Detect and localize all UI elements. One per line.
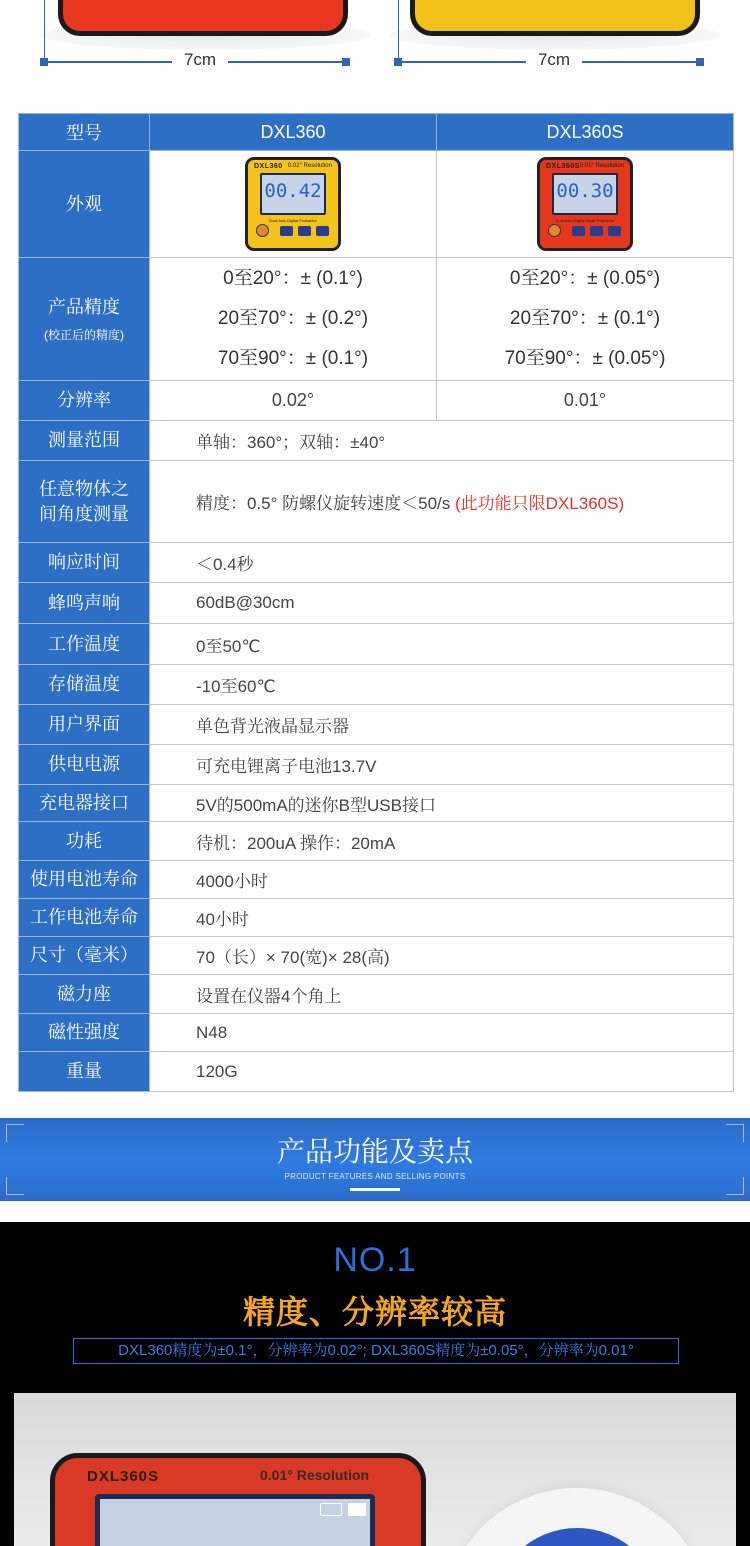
thumb-button-icon — [280, 226, 293, 236]
left-dimension-end-a — [40, 58, 48, 66]
accuracy-line: 20至70°：± (0.2°) — [217, 308, 369, 329]
row-highlight: (此功能只限DXL360S) — [455, 494, 625, 513]
row-label: 供电电源 — [19, 745, 150, 785]
accuracy-row — [19, 258, 734, 381]
row-value: N48 — [150, 1014, 734, 1052]
feature-note: DXL360精度为±0.1°，分辨率为0.02°; DXL360S精度为±0.05°，分辨率为0.01° — [73, 1338, 679, 1364]
appearance-label: 外观 — [19, 151, 150, 258]
thumb-button-icon — [608, 226, 621, 236]
thumb-brand: DXL360 — [254, 163, 283, 170]
row-label: 使用电池寿命 — [19, 861, 150, 899]
header-model-b: DXL360S — [437, 114, 734, 151]
row-value: 0至50℃ — [150, 624, 734, 665]
accuracy-sublabel: (校正后的精度) — [44, 328, 124, 343]
accuracy-line: 70至90°：± (0.05°) — [504, 348, 666, 369]
row-label: 尺寸（毫米） — [19, 937, 150, 975]
red-device-bottom — [58, 0, 348, 36]
thumb-caption: Dual Axis Digital Protractor — [269, 218, 317, 223]
accuracy-model-a — [150, 258, 437, 381]
appearance-model-a — [150, 151, 437, 258]
device-resolution-text: 0.01° Resolution — [260, 1467, 370, 1483]
row-value-cell — [150, 461, 734, 543]
table-header-row — [19, 114, 734, 151]
accuracy-model-b — [437, 258, 734, 381]
right-dimension-end-a — [394, 58, 402, 66]
accuracy-line: 70至90°：± (0.1°) — [217, 348, 369, 369]
thumb-resolution: 0.02° Resolution — [287, 163, 332, 169]
device-screen — [95, 1494, 375, 1546]
table-row — [19, 421, 734, 461]
row-value: 设置在仪器4个角上 — [150, 975, 734, 1014]
row-value: 4000小时 — [150, 861, 734, 899]
row-label: 磁性强度 — [19, 1014, 150, 1052]
resolution-row — [19, 381, 734, 421]
row-label: 充电器接口 — [19, 785, 150, 822]
table-row — [19, 861, 734, 899]
table-row — [19, 822, 734, 861]
row-label: 响应时间 — [19, 543, 150, 583]
thumb-button-icon — [298, 226, 311, 236]
left-dimension-label: 7cm — [172, 50, 228, 70]
dxl360-thumbnail — [245, 157, 341, 251]
product-photo — [14, 1393, 736, 1546]
row-label: 用户界面 — [19, 705, 150, 745]
resolution-model-a: 0.02° — [150, 381, 437, 421]
row-value: 5V的500mA的迷你B型USB接口 — [150, 785, 734, 822]
thumb-knob-icon — [256, 224, 269, 237]
row-value: 120G — [150, 1052, 734, 1092]
row-label: 任意物体之间角度测量 — [19, 461, 150, 543]
row-label: 存储温度 — [19, 665, 150, 705]
yellow-device-bottom — [410, 0, 700, 36]
dxl360s-device-image — [50, 1453, 426, 1546]
right-dimension-end-b — [696, 58, 704, 66]
row-label: 测量范围 — [19, 421, 150, 461]
row-value: 可充电锂离子电池13.7V — [150, 745, 734, 785]
appearance-row — [19, 151, 734, 258]
table-row — [19, 583, 734, 624]
table-row — [19, 665, 734, 705]
thumb-reading: 00.42 — [264, 180, 322, 202]
banner-title: 产品功能及卖点 — [276, 1136, 473, 1167]
table-row — [19, 543, 734, 583]
device-dimension-strip — [0, 0, 750, 112]
appearance-model-b — [437, 151, 734, 258]
angle-disc-inner — [492, 1528, 662, 1546]
thumb-brand: DXL360S — [546, 163, 580, 170]
row-label: 工作电池寿命 — [19, 899, 150, 937]
table-row — [19, 745, 734, 785]
thumb-resolution: 0.01° Resolution — [579, 163, 624, 169]
thumb-screen — [260, 173, 326, 215]
thumb-knob-icon — [548, 224, 561, 237]
row-value: 单轴：360°；双轴：±40° — [150, 421, 734, 461]
table-row — [19, 785, 734, 822]
accuracy-label: 产品精度 — [48, 296, 120, 317]
screen-mode-icon — [320, 1503, 342, 1516]
device-brand-text: DXL360S — [87, 1468, 160, 1485]
thumb-button-icon — [316, 226, 329, 236]
header-model-label: 型号 — [19, 114, 150, 151]
features-banner — [0, 1118, 750, 1201]
row-label: 重量 — [19, 1052, 150, 1092]
row-value: 60dB@30cm — [150, 583, 734, 624]
table-row — [19, 624, 734, 665]
thumb-caption: Dual Axis Digital Angle Protractor — [555, 218, 615, 223]
banner-underline — [350, 1188, 400, 1191]
table-row — [19, 461, 734, 543]
table-row — [19, 1014, 734, 1052]
right-dimension-guide — [398, 0, 399, 60]
thumb-button-icon — [572, 226, 585, 236]
table-row — [19, 899, 734, 937]
row-label: 磁力座 — [19, 975, 150, 1014]
spec-table — [18, 113, 734, 1092]
row-value: 单色背光液晶显示器 — [150, 705, 734, 745]
dxl360s-thumbnail — [537, 157, 633, 251]
feature-number: NO.1 — [333, 1241, 417, 1279]
left-dimension-end-b — [342, 58, 350, 66]
banner-subtitle: PRODUCT FEATURES AND SELLING POINTS — [284, 1172, 466, 1181]
thumb-screen — [552, 173, 618, 215]
table-row — [19, 1052, 734, 1092]
accuracy-line: 0至20°：± (0.1°) — [223, 268, 363, 289]
row-value: 40小时 — [150, 899, 734, 937]
row-label: 工作温度 — [19, 624, 150, 665]
row-value: 待机：200uA 操作：20mA — [150, 822, 734, 861]
row-value: 精度：0.5° 防螺仪旋转速度＜50/s — [196, 494, 456, 513]
angle-disc-image — [442, 1488, 712, 1546]
right-dimension-label: 7cm — [526, 50, 582, 70]
table-row — [19, 975, 734, 1014]
accuracy-line: 20至70°：± (0.1°) — [509, 308, 661, 329]
accuracy-line: 0至20°：± (0.05°) — [509, 268, 661, 289]
thumb-reading: 00.30 — [556, 180, 614, 202]
accuracy-label-cell — [19, 258, 150, 381]
row-label: 功耗 — [19, 822, 150, 861]
left-dimension-guide — [44, 0, 45, 60]
row-value: -10至60℃ — [150, 665, 734, 705]
table-row — [19, 705, 734, 745]
row-value: 70（长）× 70(宽)× 28(高) — [150, 937, 734, 975]
feature-heading: 精度、分辨率较高 — [242, 1294, 507, 1330]
thumb-button-icon — [590, 226, 603, 236]
row-value: ＜0.4秒 — [150, 543, 734, 583]
row-label: 蜂鸣声响 — [19, 583, 150, 624]
resolution-model-b: 0.01° — [437, 381, 734, 421]
battery-icon — [348, 1503, 366, 1516]
resolution-label: 分辨率 — [19, 381, 150, 421]
header-model-a: DXL360 — [150, 114, 437, 151]
table-row — [19, 937, 734, 975]
feature-section — [0, 1222, 750, 1546]
